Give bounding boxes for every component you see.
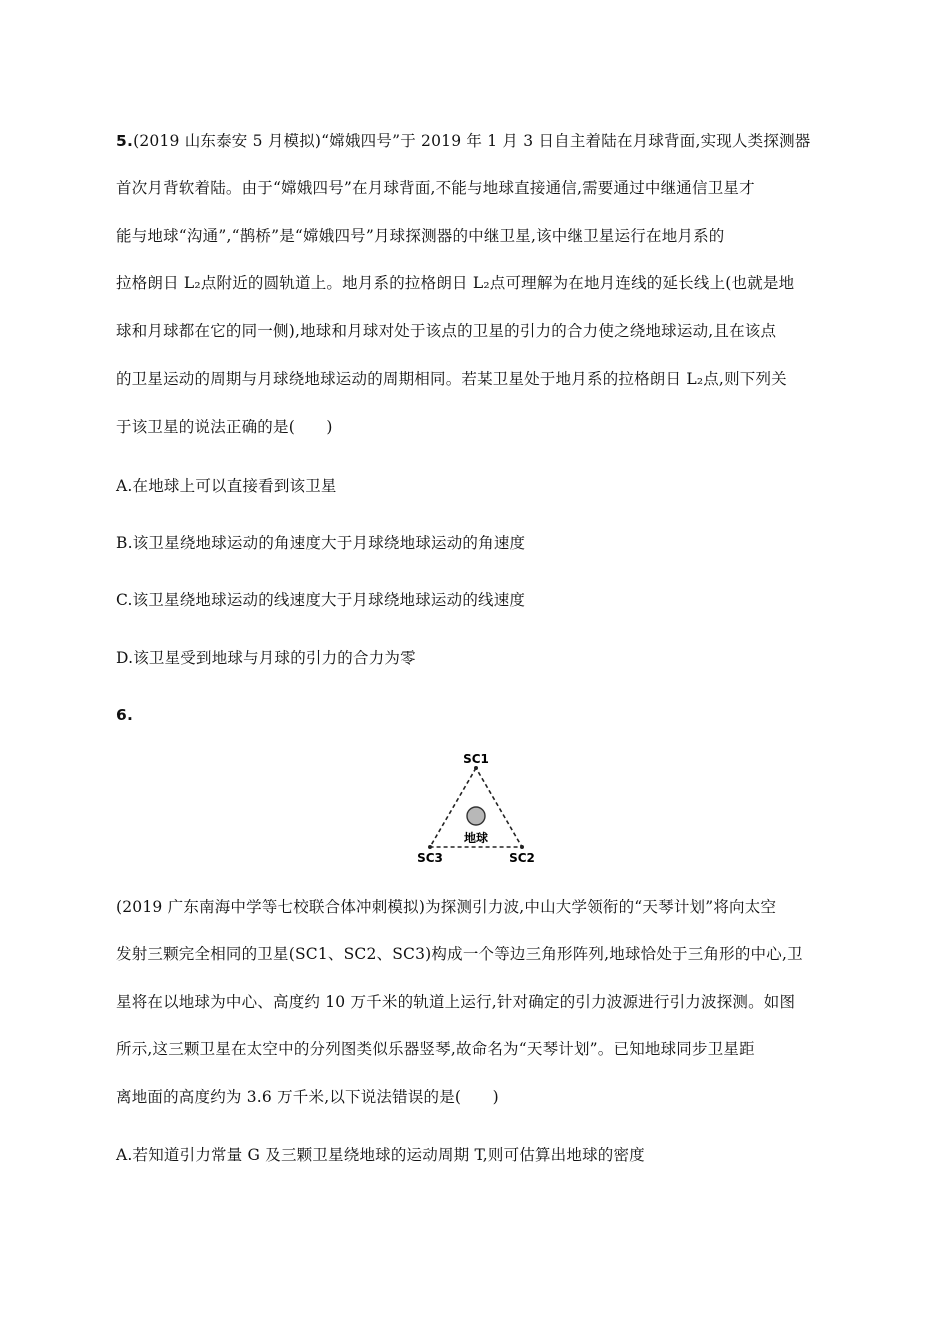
satellite-triangle-figure bbox=[410, 748, 550, 870]
q6-line-5: 离地面的高度约为 3.6 万千米,以下说法错误的是( ) bbox=[116, 1088, 499, 1106]
sc3-label: SC3 bbox=[417, 851, 443, 865]
q5-line-4: 拉格朗日 L₂点附近的圆轨道上。地月系的拉格朗日 L₂点可理解为在地月连线的延长线上(也就是地 bbox=[116, 274, 795, 292]
sc3-point bbox=[428, 845, 432, 849]
q6-line-1: (2019 广东南海中学等七校联合体冲刺模拟)为探测引力波,中山大学领衔的“天琴计划”将向太空 bbox=[116, 898, 777, 916]
sc2-label: SC2 bbox=[509, 851, 535, 865]
q5-line-2: 首次月背软着陆。由于“嫦娥四号”在月球背面,不能与地球直接通信,需要通过中继通信卫星才 bbox=[116, 179, 755, 197]
satellite-triangle-diagram bbox=[410, 748, 550, 870]
q5-option-d: D.该卫星受到地球与月球的引力的合力为零 bbox=[116, 649, 416, 667]
q5-text-1: (2019 山东泰安 5 月模拟)“嫦娥四号”于 2019 年 1 月 3 日自主着陆在月球背面,实现人类探测器 bbox=[133, 132, 811, 150]
q6-line-2: 发射三颗完全相同的卫星(SC1、SC2、SC3)构成一个等边三角形阵列,地球恰处于三角形的中心,卫 bbox=[116, 945, 803, 963]
q5-option-b: B.该卫星绕地球运动的角速度大于月球绕地球运动的角速度 bbox=[116, 534, 526, 552]
q6-option-a: A.若知道引力常量 G 及三颗卫星绕地球的运动周期 T,则可估算出地球的密度 bbox=[116, 1146, 645, 1164]
q5-option-a: A.在地球上可以直接看到该卫星 bbox=[116, 477, 337, 495]
earth-circle bbox=[467, 807, 485, 825]
q6-line-3: 星将在以地球为中心、高度约 10 万千米的轨道上运行,针对确定的引力波源进行引力波探测。如图 bbox=[116, 993, 796, 1011]
sc1-point bbox=[474, 766, 478, 770]
q6-number: 6. bbox=[116, 706, 134, 724]
q5-line-7: 于该卫星的说法正确的是( ) bbox=[116, 418, 333, 436]
sc1-label: SC1 bbox=[463, 752, 489, 766]
q5-option-c: C.该卫星绕地球运动的线速度大于月球绕地球运动的线速度 bbox=[116, 591, 526, 609]
q5-number: 5. bbox=[116, 132, 134, 150]
sc2-point bbox=[520, 845, 524, 849]
q6-line-4: 所示,这三颗卫星在太空中的分列图类似乐器竖琴,故命名为“天琴计划”。已知地球同步卫星距 bbox=[116, 1040, 755, 1058]
q5-line-6: 的卫星运动的周期与月球绕地球运动的周期相同。若某卫星处于地月系的拉格朗日 L₂点,则下列关 bbox=[116, 370, 787, 388]
q5-line-3: 能与地球“沟通”,“鹊桥”是“嫦娥四号”月球探测器的中继卫星,该中继卫星运行在地月系的 bbox=[116, 227, 725, 245]
q5-line-1 bbox=[116, 131, 836, 151]
q6-line-number bbox=[116, 705, 836, 725]
q5-line-5: 球和月球都在它的同一侧),地球和月球对处于该点的卫星的引力的合力使之绕地球运动,且在该点 bbox=[116, 322, 777, 340]
earth-label: 地球 bbox=[463, 831, 489, 845]
